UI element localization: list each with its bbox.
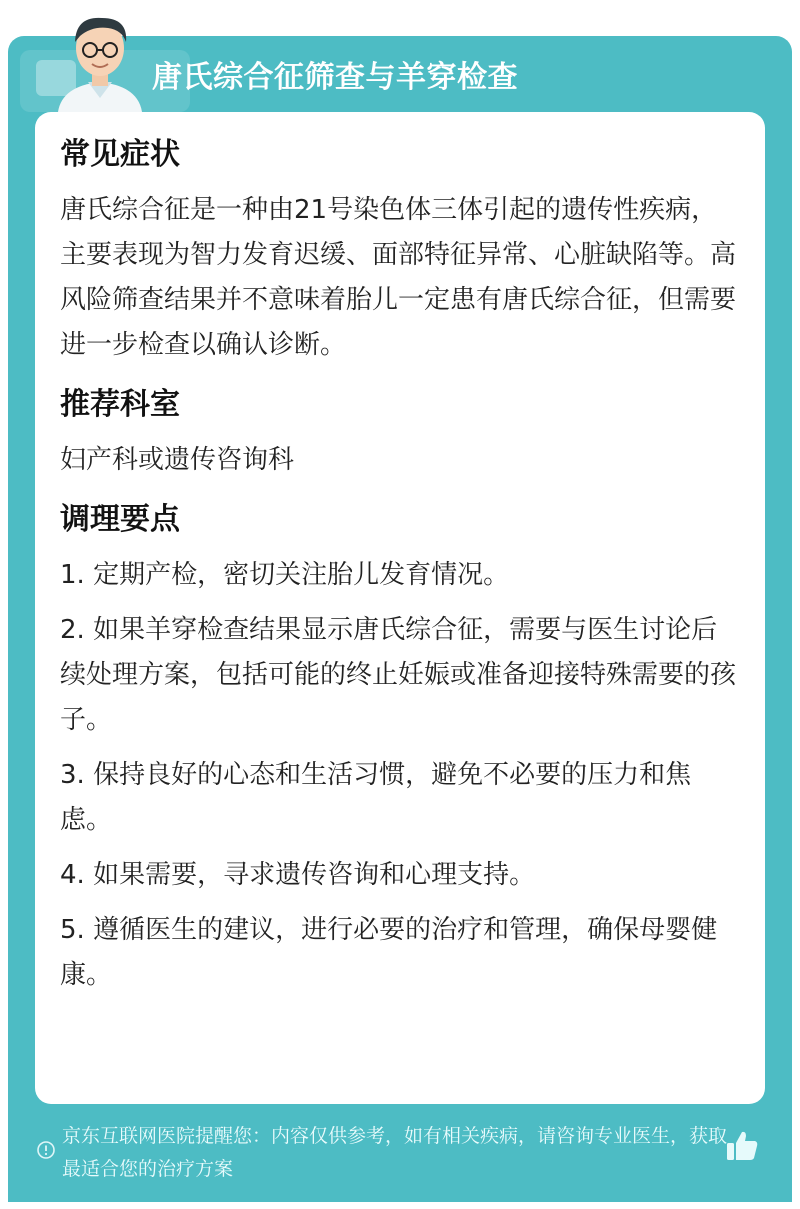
thumbs-up-icon[interactable] (724, 1128, 760, 1164)
symptoms-text: 唐氏综合征是一种由21号染色体三体引起的遗传性疾病，主要表现为智力发育迟缓、面部特征异常、心脏缺陷等。高风险筛查结果并不意味着胎儿一定患有唐氏综合征，但需要进一步检查以确认诊断。 (60, 195, 737, 360)
department-heading: 推荐科室 (60, 387, 180, 422)
disclaimer-text: 京东互联网医院提醒您：内容仅供参考，如有相关疾病，请咨询专业医生，获取最适合您的治疗方案 (62, 1125, 728, 1180)
department-text: 妇产科或遗传咨询科 (60, 445, 295, 475)
info-icon (36, 1140, 56, 1160)
care-item: 3. 保持良好的心态和生活习惯，避免不必要的压力和焦虑。 (60, 760, 692, 835)
care-item: 4. 如果需要，寻求遗传咨询和心理支持。 (60, 860, 536, 890)
doctor-avatar-icon (48, 8, 152, 112)
care-heading: 调理要点 (60, 502, 180, 537)
care-item: 5. 遵循医生的建议，进行必要的治疗和管理，确保母婴健康。 (60, 915, 718, 990)
symptoms-heading: 常见症状 (60, 137, 180, 172)
page-title: 唐氏综合征筛查与羊穿检查 (152, 60, 518, 95)
content-area (60, 132, 740, 998)
care-item: 2. 如果羊穿检查结果显示唐氏综合征，需要与医生讨论后续处理方案，包括可能的终止妊娠或准备迎接特殊需要的孩子。 (60, 615, 737, 735)
care-item: 1. 定期产检，密切关注胎儿发育情况。 (60, 560, 510, 590)
